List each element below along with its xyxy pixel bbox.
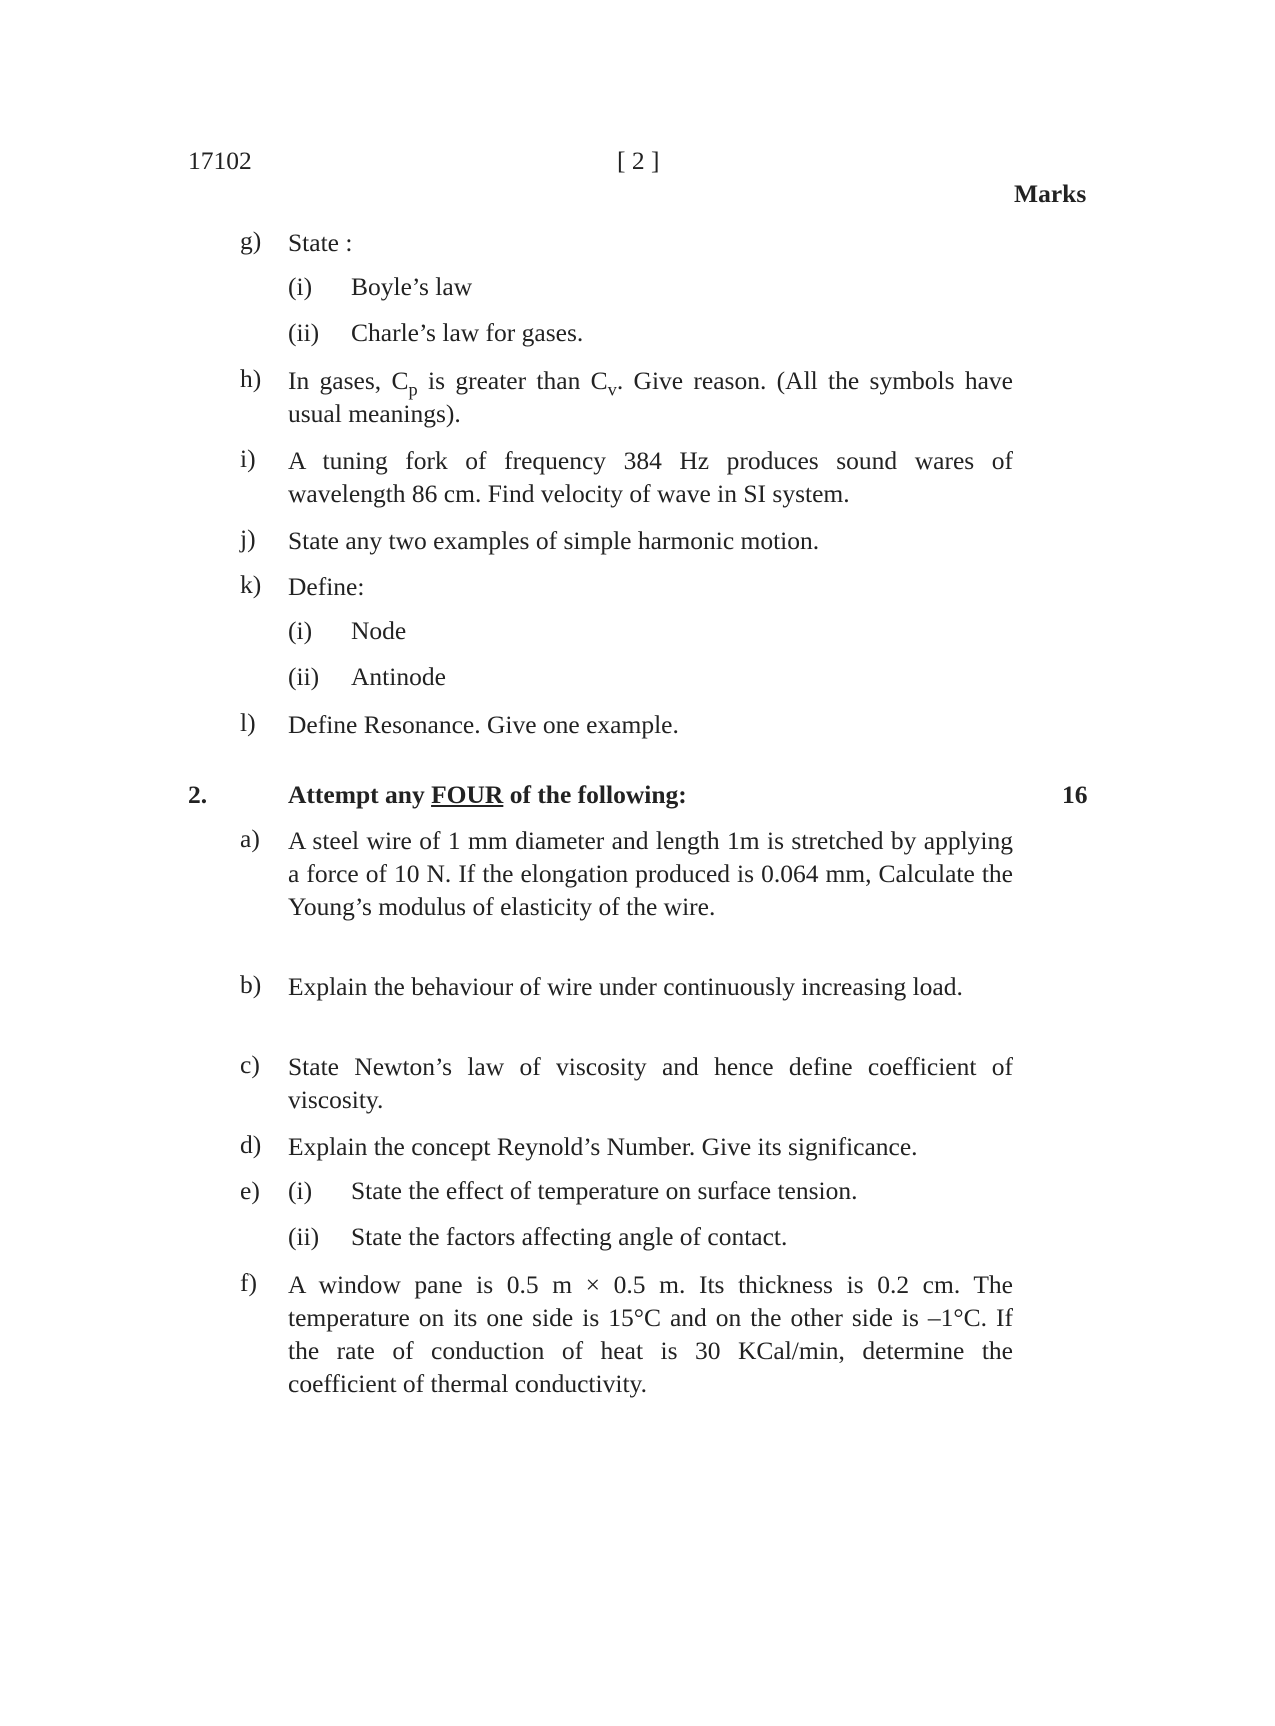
paper-code: 17102 (188, 146, 252, 175)
marks-column-heading: Marks (1014, 179, 1087, 208)
question-2c-label: c) (240, 1050, 260, 1079)
question-k-sub-ii-text: Antinode (351, 662, 446, 691)
question-2e-sub-ii-text: State the factors affecting angle of contact. (351, 1222, 788, 1251)
question-g-sub-ii-text: Charle’s law for gases. (351, 318, 584, 347)
question-k-label: k) (240, 570, 262, 599)
question-2e-sub-i-label: (i) (288, 1176, 313, 1205)
question-g-sub-ii-label: (ii) (288, 318, 320, 347)
question-2e-sub-i-text: State the effect of temperature on surface tension. (351, 1176, 858, 1205)
question-l-label: l) (240, 708, 256, 737)
question-2-number: 2. (188, 780, 208, 809)
question-g-label: g) (240, 226, 262, 255)
question-2d-label: d) (240, 1130, 262, 1159)
question-g-sub-i-text: Boyle’s law (351, 272, 473, 301)
question-2a-text: A steel wire of 1 mm diameter and length 1m is stretched by applying a force of 10 N. If the elongation produced is 0.064 mm, Calculate the Young’s modulus of elasticity of the wire. (288, 826, 1013, 921)
question-k-text: Define: (288, 572, 365, 601)
question-2f-text: A window pane is 0.5 m × 0.5 m. Its thickness is 0.2 cm. The temperature on its one side is 15°C and on the other side is –1°C. If the rate of conduction of heat is 30 KCal/min, determine the coefficient of thermal conductivity. (288, 1270, 1013, 1398)
question-j-label: j) (240, 524, 256, 553)
question-i-text: A tuning fork of frequency 384 Hz produces sound wares of wavelength 86 cm. Find velocity of wave in SI system. (288, 446, 1013, 508)
question-j-text: State any two examples of simple harmonic motion. (288, 526, 820, 555)
question-2a-label: a) (240, 824, 260, 853)
question-g-text: State : (288, 228, 353, 257)
question-h-text: In gases, $C_p$ is greater than $C_v$. Give reason. (All the symbols have usual meanings). (288, 366, 1013, 428)
page-number: [ 2 ] (617, 146, 660, 175)
question-2e-sub-ii-label: (ii) (288, 1222, 320, 1251)
question-2c-text: State Newton’s law of viscosity and hence define coefficient of viscosity. (288, 1052, 1013, 1114)
question-g-sub-i-label: (i) (288, 272, 313, 301)
question-2-heading: Attempt any FOUR of the following: (288, 780, 687, 809)
question-2f-label: f) (240, 1268, 257, 1297)
question-k-sub-i-text: Node (351, 616, 407, 645)
question-i-label: i) (240, 444, 256, 473)
question-2-marks: 16 (1062, 780, 1088, 809)
question-k-sub-i-label: (i) (288, 616, 313, 645)
question-k-sub-ii-label: (ii) (288, 662, 320, 691)
question-2d-text: Explain the concept Reynold’s Number. Give its significance. (288, 1132, 918, 1161)
question-2b-text: Explain the behaviour of wire under continuously increasing load. (288, 972, 963, 1001)
question-h-label: h) (240, 364, 262, 393)
question-l-text: Define Resonance. Give one example. (288, 710, 679, 739)
question-2b-label: b) (240, 970, 262, 999)
question-2e-label: e) (240, 1176, 260, 1205)
